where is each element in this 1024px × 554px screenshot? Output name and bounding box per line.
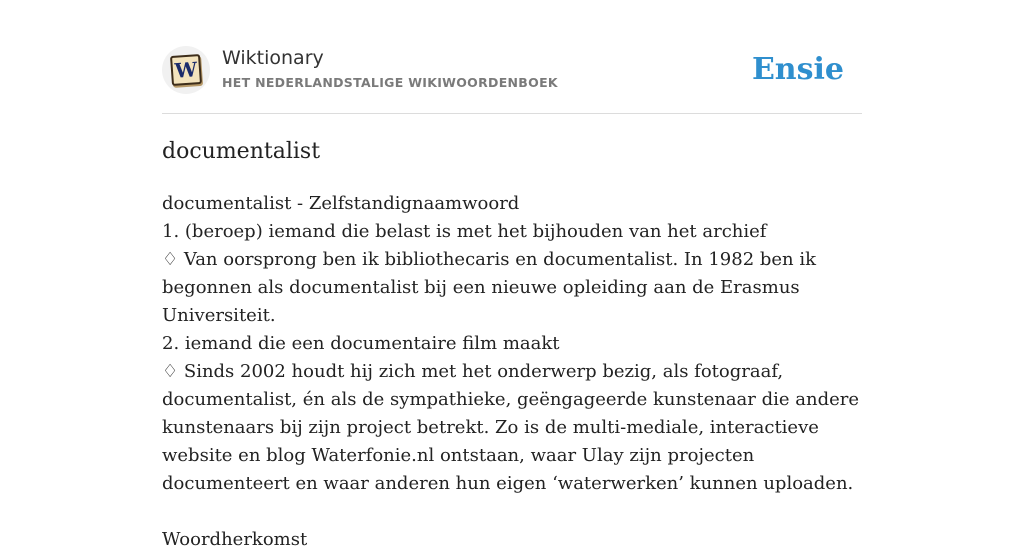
definition-2: 2. iemand die een documentaire film maakt (162, 333, 560, 354)
logo-tile (170, 54, 202, 86)
section-spacer (162, 498, 872, 526)
site-title[interactable]: Wiktionary (222, 47, 324, 69)
definition-1: 1. (beroep) iemand die belast is met het bijhouden van het archief (162, 221, 767, 242)
logo-letter: W (173, 57, 199, 83)
site-header (162, 44, 862, 114)
wiktionary-logo-icon[interactable] (162, 46, 210, 94)
example-1: ♢ Van oorsprong ben ik bibliothecaris en documentalist. In 1982 ben ik begonnen als documentalist bij een nieuwe opleiding aan de Erasmus Universiteit. (162, 249, 817, 326)
example-2: ♢ Sinds 2002 houdt hij zich met het onderwerp bezig, als fotograaf, documentalist, én als de sympathieke, geëngageerde kunstenaar die andere kunstenaars bij zijn project betrekt. Zo is de multi-mediale, interactieve website en blog Waterfonie.nl ontstaan, waar Ulay zijn projecten documenteert en waar anderen hun eigen ‘waterwerken’ kunnen uploaden. (162, 361, 860, 494)
entry-heading: documentalist - Zelfstandignaamwoord (162, 193, 520, 214)
entry-content (162, 190, 872, 554)
section-etymology-heading: Woordherkomst (162, 529, 308, 550)
entry-title: documentalist (162, 139, 321, 164)
ensie-brand-logo[interactable]: Ensie (751, 52, 844, 87)
site-subtitle: HET NEDERLANDSTALIGE WIKIWOORDENBOEK (222, 75, 558, 90)
